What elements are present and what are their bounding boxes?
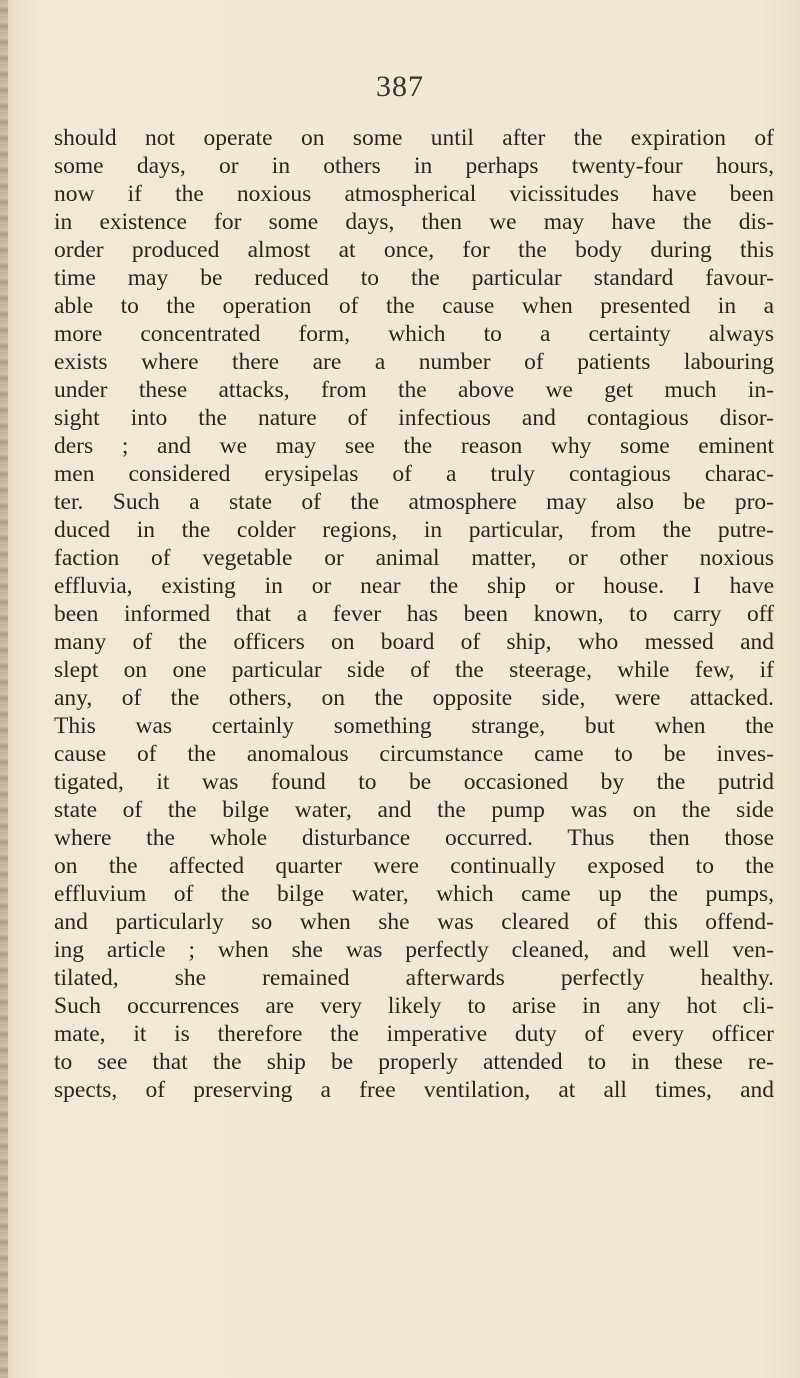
text-line: sight into the nature of infectious and contagious disor- [54, 405, 774, 431]
text-line: exists where there are a number of patients labouring [54, 349, 774, 375]
text-line: ing article ; when she was perfectly cleaned, and well ven- [54, 937, 774, 963]
text-line: many of the officers on board of ship, who messed and [54, 629, 774, 655]
text-line: men considered erysipelas of a truly contagious charac- [54, 461, 774, 487]
text-line: effluvium of the bilge water, which came up the pumps, [54, 881, 774, 907]
page-number: 387 [376, 70, 424, 103]
text-line: been informed that a fever has been known, to carry off [54, 601, 774, 627]
text-line: where the whole disturbance occurred. Thus then those [54, 825, 774, 851]
text-line: This was certainly something strange, but when the [54, 713, 774, 739]
text-line: order produced almost at once, for the body during this [54, 237, 774, 263]
text-line: should not operate on some until after the expiration of [54, 125, 774, 151]
text-line: cause of the anomalous circumstance came to be inves- [54, 741, 774, 767]
text-line: slept on one particular side of the steerage, while few, if [54, 657, 774, 683]
text-line: ter. Such a state of the atmosphere may also be pro- [54, 489, 774, 515]
text-line: tilated, she remained afterwards perfectly healthy. [54, 965, 774, 991]
text-line: in existence for some days, then we may have the dis- [54, 209, 774, 235]
text-line: and particularly so when she was cleared of this offend- [54, 909, 774, 935]
text-line: to see that the ship be properly attended to in these re- [54, 1049, 774, 1075]
text-line: duced in the colder regions, in particular, from the putre- [54, 517, 774, 543]
text-line: under these attacks, from the above we get much in- [54, 377, 774, 403]
text-line: any, of the others, on the opposite side, were attacked. [54, 685, 774, 711]
text-line: spects, of preserving a free ventilation, at all times, and [54, 1077, 774, 1103]
text-line: effluvia, existing in or near the ship or house. I have [54, 573, 774, 599]
text-line: time may be reduced to the particular standard favour- [54, 265, 774, 291]
text-line: now if the noxious atmospherical vicissitudes have been [54, 181, 774, 207]
body-text [54, 124, 774, 1104]
page-binding-edge [0, 0, 8, 1378]
text-line: mate, it is therefore the imperative duty of every officer [54, 1021, 774, 1047]
text-line: ders ; and we may see the reason why some eminent [54, 433, 774, 459]
text-line: Such occurrences are very likely to arise in any hot cli- [54, 993, 774, 1019]
text-line: tigated, it was found to be occasioned by the putrid [54, 769, 774, 795]
text-line: faction of vegetable or animal matter, or other noxious [54, 545, 774, 571]
text-line: some days, or in others in perhaps twenty-four hours, [54, 153, 774, 179]
text-line: state of the bilge water, and the pump was on the side [54, 797, 774, 823]
text-line: able to the operation of the cause when presented in a [54, 293, 774, 319]
text-line: on the affected quarter were continually exposed to the [54, 853, 774, 879]
text-line: more concentrated form, which to a certainty always [54, 321, 774, 347]
